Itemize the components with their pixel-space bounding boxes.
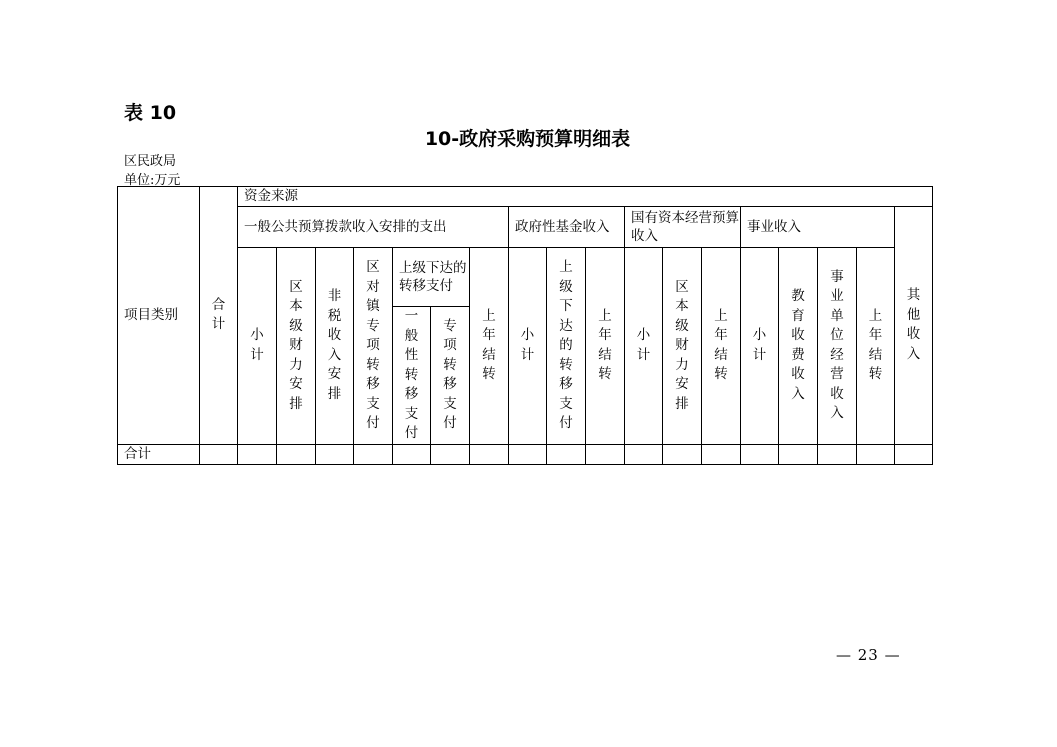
header-gp-subtotal-text: 小计 — [250, 327, 264, 363]
header-project-category: 项目类别 — [118, 187, 200, 445]
header-gp-special-transfer — [431, 307, 470, 445]
header-sc-district — [663, 248, 702, 445]
header-general-public: 一般公共预算拨款收入安排的支出 — [238, 207, 509, 248]
header-gf-upper — [547, 248, 586, 445]
header-gov-fund-text: 政府性基金收入 — [515, 219, 610, 235]
budget-table — [117, 186, 933, 465]
table-cell — [779, 444, 818, 464]
header-gp-general-transfer-text: 一般性转移支付 — [404, 308, 419, 441]
header-state-capital — [625, 207, 741, 248]
header-state-capital-text: 国有资本经营预算收入 — [631, 210, 739, 244]
header-gf-subtotal-text: 小计 — [520, 327, 535, 363]
table-cell — [702, 444, 741, 464]
header-sc-subtotal-text: 小计 — [636, 327, 651, 363]
header-other-income-text: 其他收入 — [906, 287, 921, 362]
header-bi-carryover — [857, 248, 895, 445]
table-cell — [509, 444, 547, 464]
table-cell — [586, 444, 625, 464]
header-gf-subtotal — [509, 248, 547, 445]
header-bi-subtotal — [741, 248, 779, 445]
table-cell — [393, 444, 431, 464]
header-upper-transfer-text: 上级下达的转移支付 — [399, 260, 467, 294]
header-bi-operation-text: 事业单位经营收入 — [830, 268, 844, 422]
header-gp-subtotal — [238, 248, 277, 445]
table-cell — [547, 444, 586, 464]
header-bi-education — [779, 248, 818, 445]
page-title — [0, 124, 1057, 151]
header-sc-carryover — [702, 248, 741, 445]
header-gf-upper-text: 上级下达的转移支付 — [559, 259, 573, 431]
header-sc-district-text: 区本级财力安排 — [675, 278, 689, 412]
header-bi-subtotal-text: 小计 — [752, 327, 767, 363]
header-gp-district-text: 区本级财力安排 — [289, 278, 303, 412]
page-number: — 23 — — [836, 646, 901, 664]
department-label: 区民政局 — [124, 154, 177, 169]
table-cell — [625, 444, 663, 464]
table-row — [118, 444, 933, 464]
header-gp-carryover-text: 上年结转 — [482, 307, 496, 383]
header-gf-carryover-text: 上年结转 — [598, 307, 612, 383]
header-gp-general-transfer — [393, 307, 431, 445]
header-business-income: 事业收入 — [741, 207, 895, 248]
header-upper-transfer — [393, 248, 470, 307]
table-cell — [818, 444, 857, 464]
table-cell — [277, 444, 316, 464]
header-sc-subtotal — [625, 248, 663, 445]
header-sc-carryover-text: 上年结转 — [714, 307, 728, 383]
page-title-text: 10-政府采购预算明细表 — [424, 128, 631, 150]
header-gp-district — [277, 248, 316, 445]
header-gp-special-transfer-text: 专项转移支付 — [443, 317, 457, 432]
header-gov-fund — [509, 207, 625, 248]
header-other-income — [895, 207, 933, 445]
table-cell — [663, 444, 702, 464]
header-gp-nontax — [316, 248, 354, 445]
header-gp-nontax-text: 非税收入安排 — [327, 288, 342, 402]
table-cell — [470, 444, 509, 464]
header-bi-education-text: 教育收费收入 — [791, 288, 805, 402]
row-total-label: 合计 — [118, 444, 200, 464]
table-cell — [200, 444, 238, 464]
header-total — [200, 187, 238, 445]
header-row-3 — [118, 248, 933, 307]
header-bi-carryover-text: 上年结转 — [868, 307, 883, 383]
header-total-text: 合计 — [211, 296, 226, 333]
header-row-2 — [118, 207, 933, 248]
table-cell — [895, 444, 933, 464]
table-cell — [354, 444, 393, 464]
header-fund-source: 资金来源 — [238, 187, 933, 207]
table-cell — [238, 444, 277, 464]
header-row-1 — [118, 187, 933, 207]
table-cell — [431, 444, 470, 464]
unit-label: 单位:万元 — [124, 173, 181, 188]
table-cell — [857, 444, 895, 464]
header-gf-carryover — [586, 248, 625, 445]
header-gp-town — [354, 248, 393, 445]
table-cell — [316, 444, 354, 464]
header-gp-town-text: 区对镇专项转移支付 — [366, 259, 380, 431]
header-gp-carryover — [470, 248, 509, 445]
table-number: 表 10 — [124, 102, 177, 124]
table-cell — [741, 444, 779, 464]
header-bi-operation — [818, 248, 857, 445]
